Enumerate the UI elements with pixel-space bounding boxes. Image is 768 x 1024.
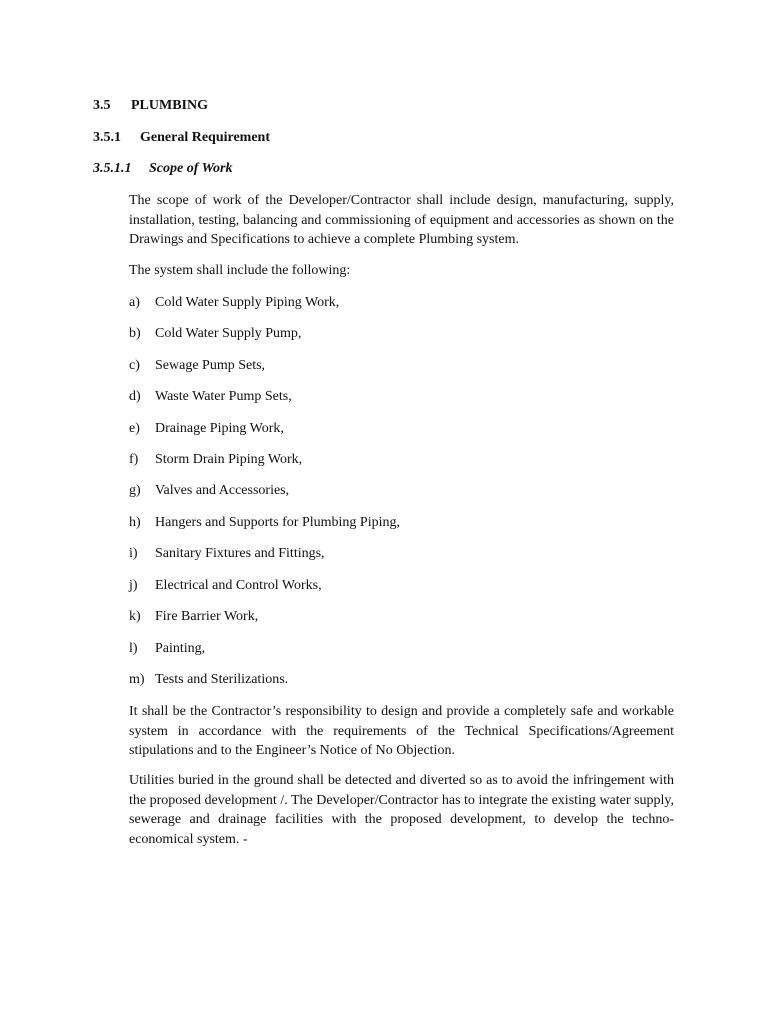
utilities-paragraph: Utilities buried in the ground shall be detected and diverted so as to avoid the infringement with the proposed development /. The Developer/Contractor has to integrate the existing water supply, sewerage and drainage facilities with the proposed development, to develop the techno-economical system. - bbox=[129, 773, 674, 847]
list-item-letter: b) bbox=[129, 326, 141, 341]
subsection-number: 3.5.1 bbox=[93, 130, 121, 145]
list-item-text: Hangers and Supports for Plumbing Piping, bbox=[155, 515, 400, 530]
list-item-letter: g) bbox=[129, 483, 141, 498]
section-title: PLUMBING bbox=[131, 98, 208, 113]
subsubsection-number: 3.5.1.1 bbox=[93, 161, 132, 176]
subsection-title: General Requirement bbox=[140, 130, 270, 145]
list-item-text: Sanitary Fixtures and Fittings, bbox=[155, 546, 325, 561]
list-item-letter: h) bbox=[129, 515, 141, 530]
list-item-text: Painting, bbox=[155, 641, 206, 656]
list-item-text: Storm Drain Piping Work, bbox=[155, 452, 303, 467]
list-item-letter: m) bbox=[129, 672, 145, 687]
list-item-letter: d) bbox=[129, 389, 141, 404]
list-item-text: Sewage Pump Sets, bbox=[155, 358, 266, 373]
list-item-text: Valves and Accessories, bbox=[155, 483, 290, 498]
list-item-text: Fire Barrier Work, bbox=[155, 609, 259, 624]
list-item-letter: e) bbox=[129, 421, 140, 436]
list-item-text: Waste Water Pump Sets, bbox=[155, 389, 292, 404]
list-item-text: Electrical and Control Works, bbox=[155, 578, 322, 593]
list-item-text: Cold Water Supply Pump, bbox=[155, 326, 302, 341]
subsubsection-title: Scope of Work bbox=[149, 161, 233, 176]
list-intro: The system shall include the following: bbox=[129, 263, 351, 278]
list-item-letter: i) bbox=[129, 546, 138, 561]
list-item-text: Tests and Sterilizations. bbox=[155, 672, 289, 687]
list-item-text: Drainage Piping Work, bbox=[155, 421, 284, 436]
list-item-letter: j) bbox=[129, 578, 138, 593]
list-item-letter: a) bbox=[129, 295, 140, 310]
list-item-text: Cold Water Supply Piping Work, bbox=[155, 295, 340, 310]
intro-paragraph: The scope of work of the Developer/Contractor shall include design, manufacturing, supply, installation, testing, balancing and commissioning of equipment and accessories as shown on the Drawings and Specifications to achieve a complete Plumbing system. bbox=[129, 193, 674, 247]
list-item-letter: f) bbox=[129, 452, 139, 467]
responsibility-paragraph: It shall be the Contractor’s responsibility to design and provide a completely safe and workable system in accordance with the requirements of the Technical Specifications/Agreement stipulations and to the Engineer’s Notice of No Objection. bbox=[129, 704, 674, 758]
list-item-letter: k) bbox=[129, 609, 141, 624]
section-number: 3.5 bbox=[93, 98, 111, 113]
list-item-letter: c) bbox=[129, 358, 140, 373]
list-item-letter: l) bbox=[129, 641, 138, 656]
